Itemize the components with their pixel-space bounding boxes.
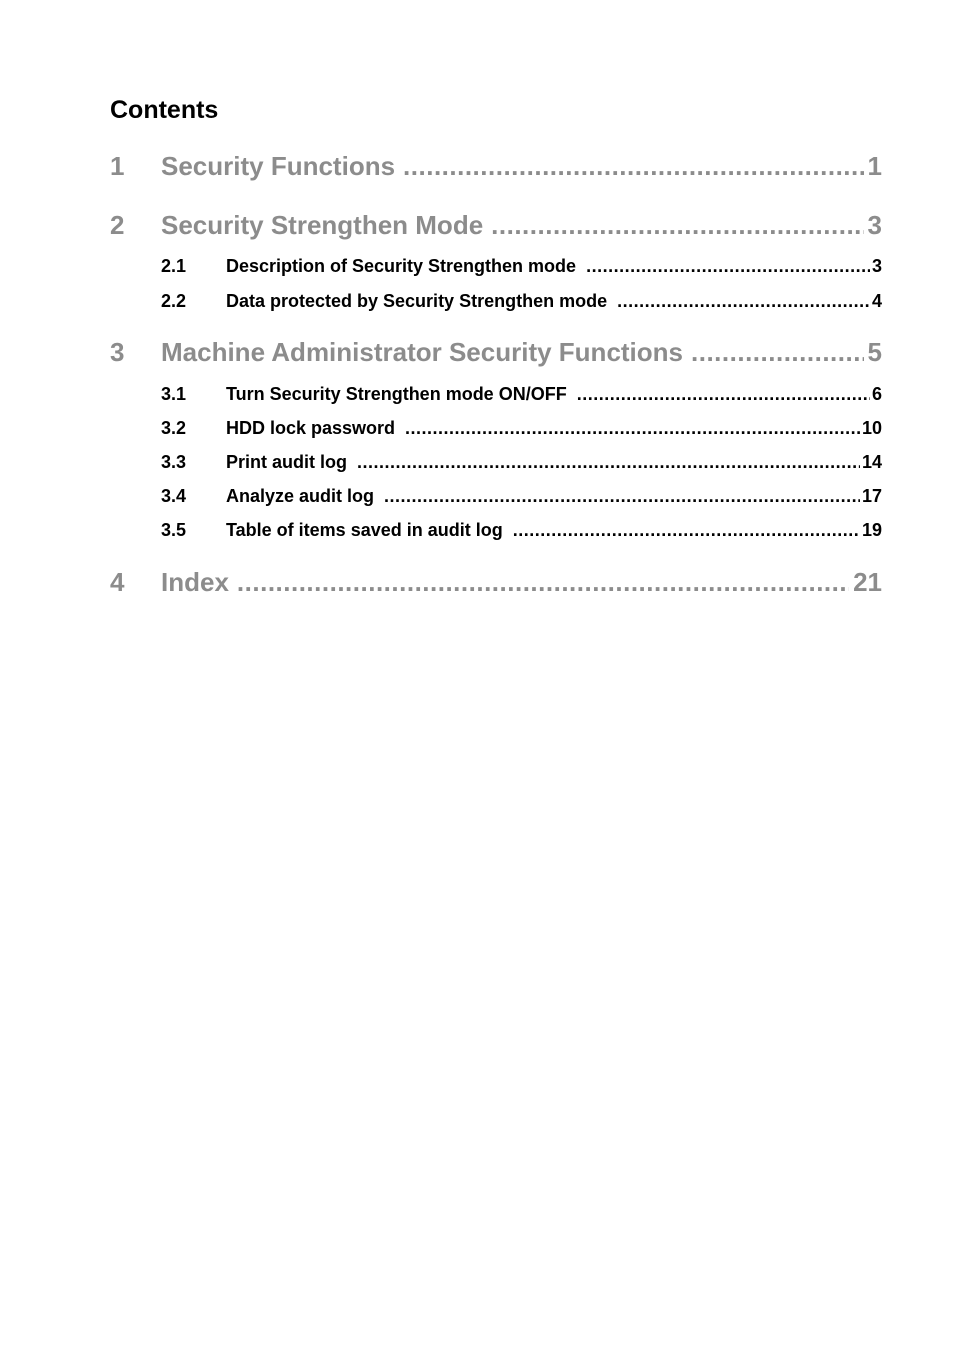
toc-label: Index <box>161 567 229 597</box>
toc-section-2-2[interactable] <box>110 289 882 313</box>
dot-leader <box>617 289 870 313</box>
toc-label: Turn Security Strengthen mode ON/OFF <box>226 384 567 404</box>
toc-label: Print audit log <box>226 452 347 472</box>
toc-label: Analyze audit log <box>226 486 375 506</box>
toc-section-3-2[interactable] <box>110 416 882 440</box>
toc-page-number: 19 <box>861 520 882 540</box>
toc-label: Data protected by Security Strengthen mode <box>226 291 608 311</box>
dot-leader <box>384 484 860 508</box>
toc-section-3-3[interactable] <box>110 450 882 474</box>
toc-chapter-4[interactable] <box>110 566 882 598</box>
dot-leader <box>577 382 870 406</box>
page-title: Contents <box>110 96 219 124</box>
toc-page-number: 14 <box>861 452 882 472</box>
toc-number: 2.2 <box>161 291 187 311</box>
toc-label: HDD lock password <box>226 418 396 438</box>
toc-label: Security Functions <box>161 151 396 181</box>
toc-chapter-2[interactable] <box>110 209 882 241</box>
toc-number: 3.4 <box>161 486 187 506</box>
toc-page-number: 21 <box>853 567 882 597</box>
toc-number: 3.3 <box>161 452 187 472</box>
toc-number: 3.5 <box>161 520 187 540</box>
toc-label: Security Strengthen Mode <box>161 210 484 240</box>
dot-leader <box>586 254 870 278</box>
toc-label: Machine Administrator Security Functions <box>161 337 684 367</box>
toc-section-2-1[interactable] <box>110 254 882 278</box>
dot-leader <box>357 450 860 474</box>
dot-leader <box>405 416 860 440</box>
toc-page-number: 3 <box>871 256 882 276</box>
dot-leader <box>513 518 860 542</box>
toc-page-number: 17 <box>861 486 882 506</box>
toc-page-number: 1 <box>867 151 882 181</box>
toc-page-number: 3 <box>867 210 882 240</box>
dot-leader <box>237 566 849 598</box>
toc-number: 2.1 <box>161 256 187 276</box>
toc-section-3-5[interactable] <box>110 518 882 542</box>
toc-number: 3.2 <box>161 418 187 438</box>
toc-page-number: 6 <box>871 384 882 404</box>
toc-label: Table of items saved in audit log <box>226 520 503 540</box>
toc-page-number: 10 <box>861 418 882 438</box>
toc-number: 3.1 <box>161 384 187 404</box>
dot-leader <box>403 150 863 182</box>
toc-page-number: 4 <box>871 291 882 311</box>
toc-page-number: 5 <box>867 337 882 367</box>
dot-leader <box>491 209 863 241</box>
toc-number: 2 <box>110 210 125 240</box>
toc-section-3-4[interactable] <box>110 484 882 508</box>
toc-number: 4 <box>110 567 125 597</box>
toc-chapter-1[interactable] <box>110 150 882 182</box>
toc-section-3-1[interactable] <box>110 382 882 406</box>
dot-leader <box>691 336 864 368</box>
toc-chapter-3[interactable] <box>110 336 882 368</box>
toc-number: 1 <box>110 151 125 181</box>
toc-label: Description of Security Strengthen mode <box>226 256 577 276</box>
toc-number: 3 <box>110 337 125 367</box>
